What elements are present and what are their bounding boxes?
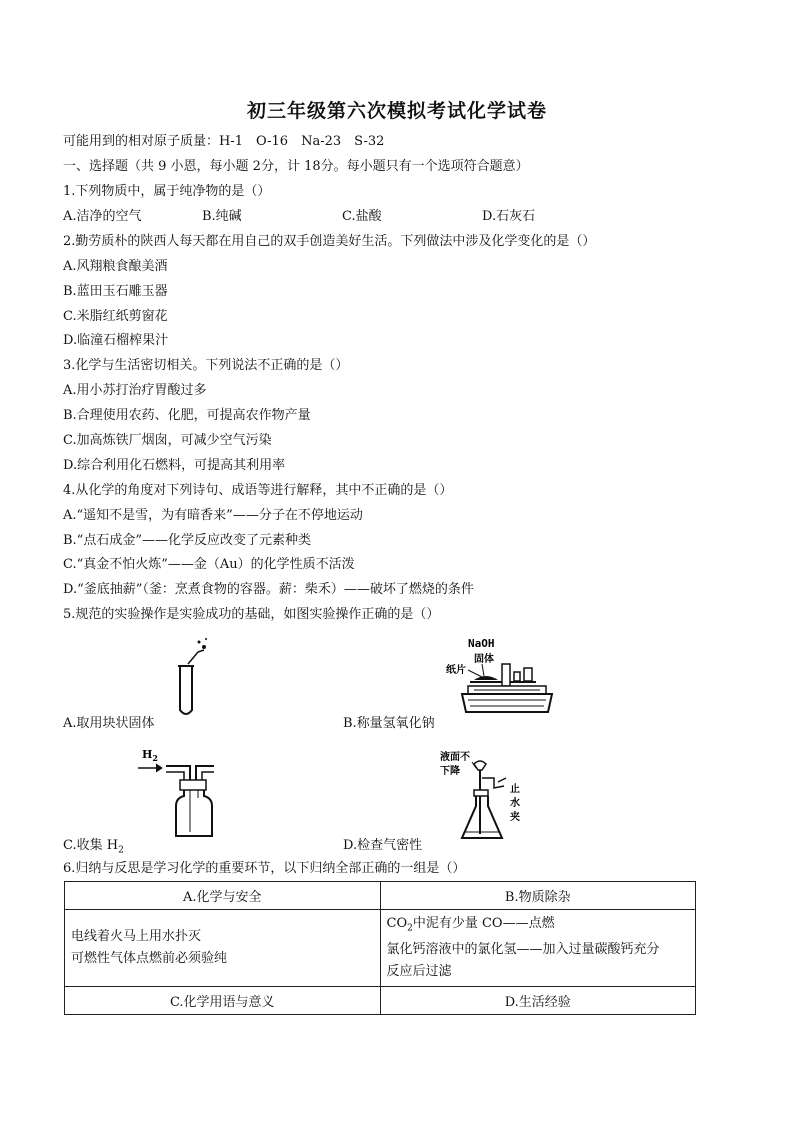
q2-option-c: C.米脂红纸剪窗花 [63, 309, 168, 324]
clamp-label-1: 止 [510, 784, 520, 795]
q1-option-a: A.洁净的空气 [63, 209, 142, 224]
question-5-stem: 5.规范的实验操作是实验成功的基础，如图实验操作正确的是（） [63, 607, 440, 622]
atomic-masses: 可能用到的相对原子质量：H-1 O-16 Na-23 S-32 [63, 134, 385, 149]
cell-b-line-2: 氯化钙溶液中的氯化氢——加入过量碳酸钙充分 [386, 942, 660, 958]
h2-label: $H_2$ [142, 748, 158, 763]
q5-caption-a: A.取用块状固体 [63, 716, 155, 731]
question-3-stem: 3.化学与生活密切相关。下列说法不正确的是（） [63, 358, 349, 373]
test-tube-solid-figure [168, 634, 218, 720]
q5-caption-d: D.检查气密性 [343, 838, 423, 853]
q4-option-d: D.“釜底抽薪”（釜：烹煮食物的容器。薪：柴禾）——破坏了燃烧的条件 [63, 582, 474, 597]
solid-label: 固体 [474, 654, 494, 665]
table-cell-b [380, 910, 696, 987]
table-header-d: D.生活经验 [380, 987, 696, 1015]
question-6-stem: 6.归纳与反思是学习化学的重要环节，以下归纳全部正确的一组是（） [63, 861, 466, 876]
table-header-a: A.化学与安全 [65, 882, 381, 910]
q1-option-d: D.石灰石 [482, 209, 536, 224]
table-header-b: B.物质除杂 [380, 882, 696, 910]
liquid-level-label-2: 下降 [440, 766, 460, 777]
cell-a-line-2: 可燃性气体点燃前必须验纯 [71, 951, 228, 966]
page-title: 初三年级第六次模拟考试化学试卷 [246, 100, 547, 122]
q3-option-b: B.合理使用农药、化肥，可提高农作物产量 [63, 408, 311, 423]
question-2-stem: 2.勤劳质朴的陕西人每天都在用自己的双手创造美好生活。下列做法中涉及化学变化的是（） [63, 234, 596, 249]
cell-b-line-3: 反应后过滤 [386, 964, 452, 980]
liquid-level-label-1: 液面不 [440, 752, 470, 763]
q6-table [64, 881, 696, 1015]
q5-caption-c: C.收集 $H_2$ [63, 838, 124, 856]
table-cell-a [65, 910, 381, 987]
q3-option-c: C.加高炼铁厂烟囱，可减少空气污染 [63, 433, 272, 448]
airtightness-check-figure [440, 748, 530, 844]
question-1-stem: 1.下列物质中，属于纯净物的是（） [63, 184, 271, 199]
section-heading: 一、选择题（共 9 小恩，每小题 2分，计 18分。每小题只有一个选项符合题意） [63, 159, 529, 174]
q1-option-c: C.盐酸 [342, 209, 382, 224]
naoh-label: NaOH [468, 637, 495, 650]
paper-label: 纸片 [446, 665, 466, 676]
cell-b-line-1: $CO_2$中泥有少量 CO——点燃 [386, 915, 555, 934]
q5-caption-b: B.称量氢氧化钠 [343, 716, 435, 731]
q1-option-b: B.纯碱 [202, 209, 242, 224]
q2-option-a: A.风翔粮食酿美酒 [63, 259, 168, 274]
q2-option-d: D.临潼石榴榨果汁 [63, 333, 169, 348]
q4-option-c: C.“真金不怕火炼”——金（Au）的化学性质不活泼 [63, 557, 355, 572]
cell-a-line-1: 电线着火马上用水扑灭 [71, 929, 202, 944]
q4-option-a: A.“遥知不是雪，为有暗香来”——分子在不停地运动 [63, 508, 363, 523]
question-4-stem: 4.从化学的角度对下列诗句、成语等进行解释，其中不正确的是（） [63, 483, 453, 498]
table-header-c: C.化学用语与意义 [65, 987, 381, 1015]
q2-option-b: B.蓝田玉石雕玉器 [63, 284, 168, 299]
clamp-label-3: 夹 [510, 812, 520, 823]
q3-option-a: A.用小苏打治疗胃酸过多 [63, 383, 207, 398]
clamp-label-2: 水 [510, 798, 520, 809]
q4-option-b: B.“点石成金”——化学反应改变了元素种类 [63, 533, 311, 548]
q3-option-d: D.综合利用化石燃料，可提高其利用率 [63, 458, 286, 473]
balance-scale-figure [444, 634, 560, 726]
gas-collection-bottle-figure [136, 744, 226, 838]
